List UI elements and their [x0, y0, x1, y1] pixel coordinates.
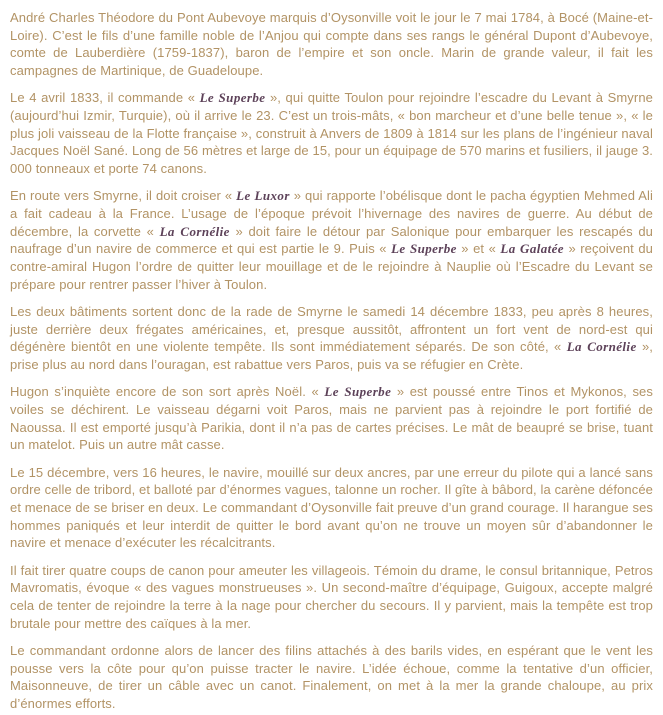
- ship-name: La Cornélie: [159, 223, 230, 239]
- body-text-run: Hugon s’inquiète encore de son sort après Noël. «: [10, 384, 325, 400]
- ship-name: La Cornélie: [566, 339, 637, 355]
- ship-name: Le Superbe: [324, 384, 392, 400]
- body-text-run: Le commandant ordonne alors de lancer des filins attachés à des barils vides, en espérant que le vent les pousse vers la côte pour qu’on puisse tracter le navire. L’idée échoue, comme la tentative d’un officier, Maisonneuve, de tirer un câble avec un canot. Finalement, on met à la mer la grande chaloupe, au prix d’énormes efforts.: [10, 643, 653, 712]
- ship-name: Le Superbe: [391, 241, 457, 257]
- body-text-run: Le 15 décembre, vers 16 heures, le navire, mouillé sur deux ancres, par une erreur du pilote qui a lancé sans ordre celle de tribord, et balloté par d’énormes vagues, talonne un rocher. Il gîte à bâbord, la carène défoncée et menace de se briser en deux. Le commandant d’Oysonville fait preuve d’un grand courage. Il harangue ses hommes paniqués et leur interdit de quitter le bord avant qu’on ne trouve un moyen sûr d’abandonner le navire et menace d’exécuter les récalcitrants.: [10, 464, 653, 551]
- paragraph: [10, 9, 653, 80]
- paragraph: [10, 303, 653, 374]
- body-text-run: » qui rapporte l’obélisque dont le pacha égyptien Mehmed Ali a fait cadeau à la France. L’usage de l’époque prévoit l’hivernage des navires de guerre. Au début de décembre, la corvette «: [10, 188, 653, 239]
- body-text-run: Le 4 avril 1833, il commande «: [10, 90, 200, 106]
- body-text-run: En route vers Smyrne, il doit croiser «: [10, 188, 237, 204]
- paragraph: [10, 562, 653, 633]
- body-text-run: », prise plus au nord dans l’ouragan, est rabattue vers Paros, puis va se réfugier en Crète.: [10, 339, 653, 373]
- paragraph: [10, 89, 653, 178]
- body-text-run: » doit faire le détour par Salonique pour embarquer les rescapés du naufrage d’un navire de commerce et qui est partie le 9. Puis «: [10, 223, 653, 257]
- ship-name: La Galatée: [500, 241, 564, 257]
- paragraph: [10, 464, 653, 553]
- body-text-run: » est poussé entre Tinos et Mykonos, ses voiles se déchirent. Le vaisseau dégarni voit Paros, mais ne parvient pas à rejoindre le port fortifié de Naoussa. Il est emporté jusqu’à Parikia, dont il n’a pas de cartes précises. Le mât de beaupré se brise, tuant un matelot. Puis un autre mât casse.: [10, 384, 653, 453]
- body-text-run: », qui quitte Toulon pour rejoindre l’escadre du Levant à Smyrne (aujourd’hui Izmir, Turquie), où il arrive le 23. C’est un trois-mâts, « bon marcheur et d’une belle tenue », « le plus joli vaisseau de la Flotte française », construit à Anvers de 1809 à 1814 sur les plans de l’ingénieur naval Jacques Noël Sané. Long de 56 mètres et large de 15, pour un équipage de 570 marins et fusiliers, il jauge 3. 000 tonneaux et porte 74 canons.: [10, 90, 653, 177]
- body-text-run: » reçoivent du contre-amiral Hugon l’ordre de quitter leur mouillage et de le rejoindre à Nauplie où l’Escadre du Levant se prépare pour rentrer passer l’hiver à Toulon.: [10, 241, 654, 292]
- paragraph: [10, 187, 653, 293]
- paragraph: [10, 383, 653, 454]
- body-text-run: Les deux bâtiments sortent donc de la rade de Smyrne le samedi 14 décembre 1833, peu après 8 heures, juste derrière deux frégates américaines, et, presque aussitôt, affrontent un fort vent de nord-est qui dégénère bientôt en une violente tempête. Ils sont immédiatement séparés. De son côté, «: [10, 304, 653, 355]
- body-text-run: Il fait tirer quatre coups de canon pour ameuter les villageois. Témoin du drame, le consul britannique, Petros Mavromatis, évoque « des vagues monstrueuses ». Un second-maître d’équipage, Guigoux, accepte malgré cela de tenter de rejoindre la terre à la nage pour chercher du secours. Il y parvient, mais la tempête est trop brutale pour mettre des caïques à la mer.: [10, 562, 653, 631]
- ship-name: Le Superbe: [199, 90, 266, 106]
- body-text-run: André Charles Théodore du Pont Aubevoye marquis d’Oysonville voit le jour le 7 mai 1784, à Bocé (Maine-et-Loire). C’est le fils d’une famille noble de l’Anjou qui compte dans ses rangs le général Dupont d’Aubevoye, comte de Lauberdière (1759-1837), baron de l’empire et son oncle. Marin de grande valeur, il fait les campagnes de Martinique, de Guadeloupe.: [10, 10, 653, 79]
- body-text-run: » et «: [456, 241, 501, 257]
- ship-name: Le Luxor: [236, 188, 290, 204]
- paragraph: [10, 642, 653, 713]
